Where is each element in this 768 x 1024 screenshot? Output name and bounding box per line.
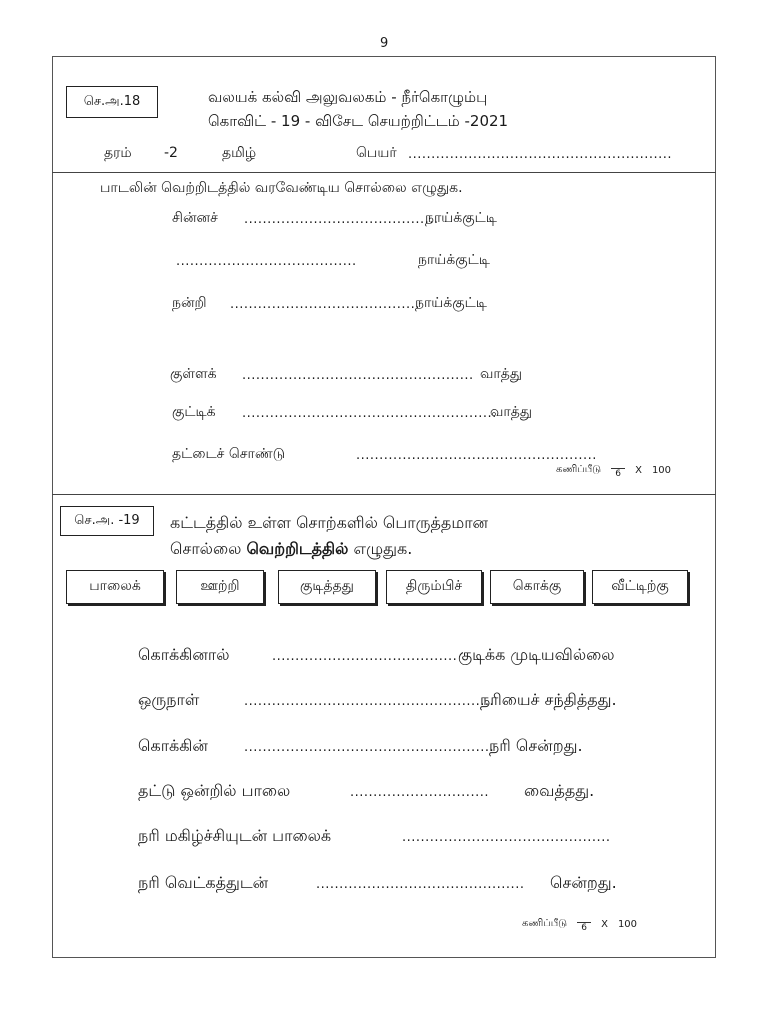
word-bank-label: குடித்தது (300, 578, 354, 594)
section2-instruction-line2 (170, 539, 412, 560)
grade-value: -2 (164, 145, 178, 161)
song-line-6-blank[interactable]: .................................................... (356, 448, 597, 463)
word-bank-item-6[interactable] (592, 570, 688, 604)
word-bank-label: திரும்பிச் (405, 578, 463, 594)
instruction-pre: சொல்லை (170, 539, 247, 558)
name-label: பெயர் (356, 145, 397, 161)
song-line-4-blank[interactable]: .................................................. (242, 368, 474, 383)
song-line-4-after: வாத்து (480, 366, 522, 382)
header-divider (52, 172, 716, 173)
section2-score (522, 915, 637, 933)
sentence-3-after: நரி சென்றது. (489, 736, 583, 755)
word-bank-item-3[interactable] (278, 570, 376, 604)
sentence-2-blank[interactable]: ...................................................... (244, 694, 495, 709)
section-divider (52, 494, 716, 495)
word-bank-label: கொக்கு (512, 578, 562, 594)
song-line-6-before: தட்டைச் சொண்டு (172, 446, 286, 462)
section2-score-times: X (601, 918, 608, 930)
sentence-1-before: கொக்கினால் (138, 645, 230, 664)
sentence-4-before: தட்டு ஒன்றில் பாலை (138, 781, 291, 800)
activity-code-box-19 (60, 506, 154, 536)
sentence-6-blank[interactable]: ............................................. (316, 877, 525, 892)
song-line-3-after: நாய்க்குட்டி (415, 295, 487, 311)
section2-score-total: 100 (617, 918, 638, 930)
instruction-post: எழுதுக. (348, 539, 413, 558)
section1-score-total: 100 (651, 464, 672, 476)
song-line-5-after: வாத்து (490, 404, 532, 420)
section2-score-denominator: 6 (581, 923, 587, 933)
song-line-1-before: சின்னச் (172, 210, 218, 226)
sentence-4-after: வைத்தது. (524, 781, 595, 800)
sentence-1-blank[interactable]: ........................................ (272, 649, 458, 664)
word-bank-label: வீட்டிற்கு (611, 578, 669, 594)
subject-label: தமிழ் (222, 145, 257, 161)
word-bank-item-4[interactable] (386, 570, 482, 604)
section1-score-numerator[interactable] (611, 461, 625, 469)
program-title: கொவிட் - 19 - விசேட செயற்றிட்டம் -2021 (208, 112, 509, 130)
sentence-3-before: கொக்கின் (138, 736, 208, 755)
sentence-6-before: நரி வெட்கத்துடன் (138, 873, 269, 892)
song-line-3-before: நன்றி (172, 295, 207, 311)
sentence-2-before: ஒருநாள் (138, 690, 200, 709)
song-line-1-blank[interactable]: .......................................... (244, 212, 439, 227)
song-line-2-after: நாய்க்குட்டி (418, 252, 490, 268)
activity-code-box-18 (66, 86, 158, 118)
section1-score-denominator: 6 (615, 469, 621, 479)
grade-label: தரம் (104, 145, 132, 161)
song-line-4-before: குள்ளக் (170, 366, 217, 382)
section1-instruction: பாடலின் வெற்றிடத்தில் வரவேண்டிய சொல்லை எழுதுக. (100, 180, 463, 196)
word-bank-item-5[interactable] (490, 570, 584, 604)
page-number: 9 (380, 36, 389, 51)
word-bank-item-2[interactable] (176, 570, 264, 604)
section2-instruction-line1: கட்டத்தில் உள்ள சொற்களில் பொருத்தமான (170, 513, 489, 532)
sentence-5-before: நரி மகிழ்ச்சியுடன் பாலைக் (138, 826, 332, 845)
section2-score-label: கணிப்பீடு (522, 918, 568, 929)
sentence-3-blank[interactable]: ...................................................... (244, 740, 495, 755)
song-line-5-blank[interactable]: ....................................................... (242, 406, 497, 421)
song-line-1-after: நாய்க்குட்டி (425, 210, 497, 226)
name-blank[interactable]: ......................................................... (408, 147, 673, 162)
section1-score-label: கணிப்பீடு (556, 464, 602, 475)
instruction-bold: வெற்றிடத்தில் (246, 539, 349, 558)
word-bank-label: ஊற்றி (200, 578, 240, 594)
sentence-6-after: சென்றது. (550, 873, 617, 892)
word-bank-item-1[interactable] (66, 570, 164, 604)
section1-score (556, 461, 671, 479)
activity-code-18: செ.அ.18 (83, 94, 141, 109)
song-line-5-before: குட்டிக் (172, 404, 216, 420)
sentence-5-blank[interactable]: ............................................. (402, 830, 611, 845)
sentence-1-after: குடிக்க முடியவில்லை (458, 645, 615, 664)
section2-score-fraction (577, 915, 591, 933)
song-line-3-blank[interactable]: ......................................... (230, 297, 420, 312)
song-line-2-blank[interactable]: ....................................... (176, 254, 357, 269)
activity-code-19: செ.அ. -19 (74, 513, 140, 528)
sentence-2-after: நரியைச் சந்தித்தது. (480, 690, 617, 709)
word-bank-label: பாலைக் (89, 578, 141, 594)
section1-score-times: X (635, 464, 642, 476)
office-title: வலயக் கல்வி அலுவலகம் - நீர்கொழும்பு (208, 88, 488, 106)
section2-score-numerator[interactable] (577, 915, 591, 923)
section1-score-fraction (611, 461, 625, 479)
sentence-4-blank[interactable]: .............................. (350, 785, 489, 800)
